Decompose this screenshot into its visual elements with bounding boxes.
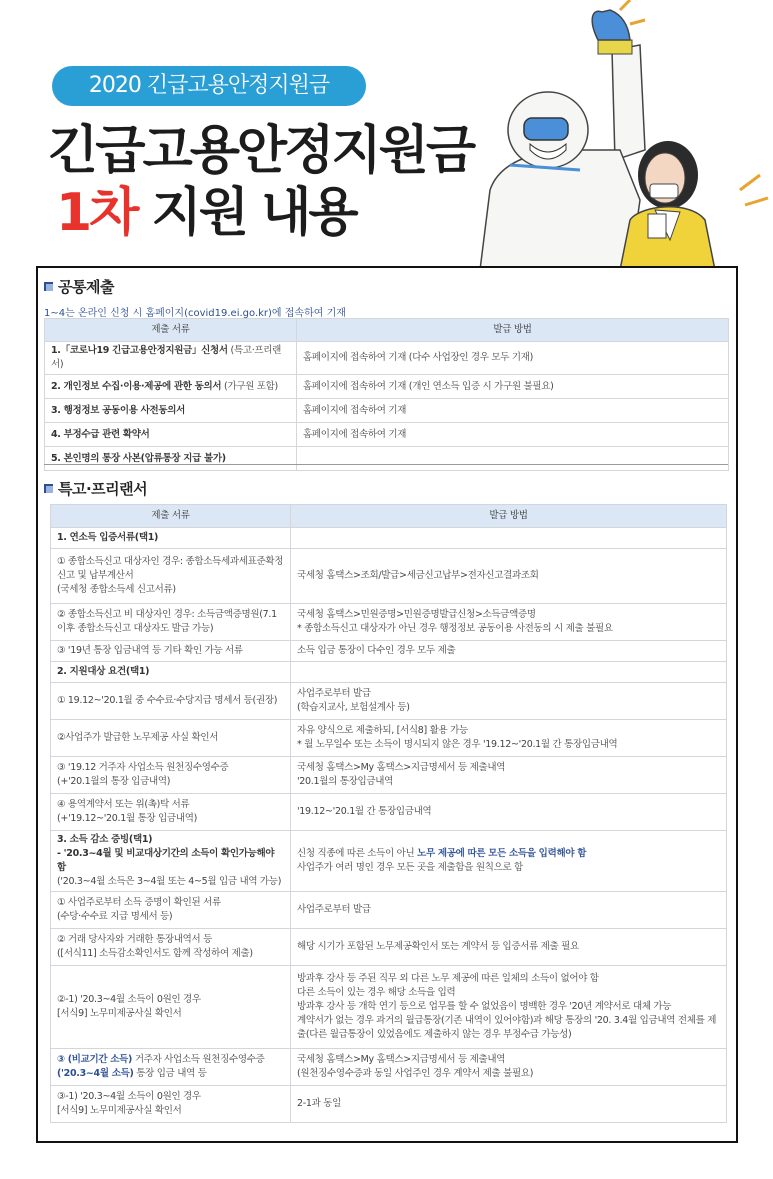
method-cell: 자유 양식으로 제출하되, [서식8] 활용 가능 * 월 노무일수 또는 소득이 명시되지 않은 경우 '19.12~'20.1월 간 통장입금내역	[291, 720, 727, 757]
method-cell: 해당 시기가 포함된 노무제공확인서 또는 계약서 등 입증서류 제출 필요	[291, 929, 727, 966]
doc-cell: ③ '19.12 거주자 사업소득 원천징수영수증 (+'20.1월의 통장 입금내역)	[51, 757, 291, 794]
page-header	[0, 0, 773, 270]
doc-cell: ① 종합소득신고 대상자인 경우: 종합소득세과세표준확정신고 및 납부계산서 (국세청 종합소득세 신고서류)	[51, 549, 291, 604]
table-row	[51, 757, 727, 794]
method-cell: 국세청 홈택스>My 홈택스>지급명세서 등 제출내역 '20.1월의 통장입금내역	[291, 757, 727, 794]
table-row	[45, 342, 729, 375]
column-header: 제출 서류	[45, 319, 297, 342]
doc-cell: ③-1) '20.3~4월 소득이 0원인 경우 [서식9] 노무미제공사실 확인서	[51, 1086, 291, 1123]
section-label: 2. 지원대상 요건(택1)	[51, 662, 291, 683]
method-emphasis: 노무 제공에 따른 모든 소득을 입력해야 함	[417, 848, 587, 859]
common-table	[44, 318, 729, 471]
table-row	[51, 831, 727, 892]
table-row	[45, 399, 729, 423]
common-title-text: 공통제출	[58, 278, 114, 296]
doc-name: 5. 본인명의 통장 사본(압류통장 지급 불가)	[51, 452, 226, 464]
section-label: 3. 소득 감소 증빙(택1)	[57, 834, 153, 845]
freelancer-title-text: 특고·프리랜서	[58, 480, 148, 498]
method-cell: 사업주로부터 발급	[291, 892, 727, 929]
section-label: 1. 연소득 입증서류(택1)	[51, 528, 291, 549]
table-row	[45, 447, 729, 471]
common-note: 1~4는 온라인 신청 시 홈페이지(covid19.ei.go.kr)에 접속하여 기재	[44, 308, 346, 319]
table-row	[51, 720, 727, 757]
table-row	[51, 528, 727, 549]
table-header-row	[45, 319, 729, 342]
doc-name: 4. 부정수급 관련 확약서	[51, 428, 150, 440]
method-cell: 홈페이지에 접속하여 기재	[297, 399, 729, 423]
method-cell: 국세청 홈택스>My 홈택스>지급명세서 등 제출내역 (원천징수영수증과 동일 사업주인 경우 계약서 제출 불필요)	[291, 1049, 727, 1086]
method-cell: 국세청 홈택스>조회/발급>세금신고납부>전자신고결과조회	[291, 549, 727, 604]
method-cell: 소득 입금 통장이 다수인 경우 모두 제출	[291, 641, 727, 662]
doc-cell: ③ '19년 통장 입금내역 등 기타 확인 가능 서류	[51, 641, 291, 662]
year-pill: 2020 긴급고용안정지원금	[52, 66, 366, 106]
method-cell: 국세청 홈택스>민원증명>민원증명발급신청>소득금액증명 * 종합소득신고 대상자가 아닌 경우 행정정보 공동이용 사전동의 시 제출 불필요	[291, 604, 727, 641]
doc-text: 통장 입금 내역 등	[133, 1068, 207, 1079]
column-header: 발급 방법	[297, 319, 729, 342]
table-row	[51, 794, 727, 831]
table-row	[51, 683, 727, 720]
method-text: 신청 직종에 따른 소득이 아닌	[297, 848, 418, 859]
column-header: 제출 서류	[51, 505, 291, 528]
section-divider	[44, 464, 728, 465]
table-row	[45, 375, 729, 399]
doc-note: (특고·프리랜서)	[51, 345, 282, 370]
page-title: 긴급고용안정지원금	[48, 121, 474, 181]
table-row	[51, 892, 727, 929]
doc-cell: ②-1) '20.3~4월 소득이 0원인 경우 [서식9] 노무미제공사실 확인서	[51, 966, 291, 1049]
table-row	[51, 966, 727, 1049]
square-bullet-icon	[44, 484, 53, 493]
table-row	[51, 549, 727, 604]
section-note: ('20.3~4월 소득은 3~4월 또는 4~5월 입금 내역 가능)	[57, 876, 282, 887]
subtitle-rest: 지원 내용	[136, 183, 356, 243]
doc-text: 거주자 사업소득 원천징수영수증	[132, 1054, 265, 1065]
method-cell: '19.12~'20.1월 간 통장입금내역	[291, 794, 727, 831]
method-cell: 2-1과 동일	[291, 1086, 727, 1123]
doc-name: 2. 개인정보 수집·이용·제공에 관한 동의서	[51, 380, 222, 392]
table-row	[51, 604, 727, 641]
table-row	[51, 641, 727, 662]
freelancer-section-title	[44, 478, 147, 499]
method-cell: 홈페이지에 접속하여 기재 (다수 사업장인 경우 모두 기재)	[297, 342, 729, 375]
method-text: 사업주가 여러 명인 경우 모든 곳을 제출함을 원칙으로 함	[297, 862, 523, 873]
column-header: 발급 방법	[291, 505, 727, 528]
doc-cell: ① 19.12~'20.1월 중 수수료·수당지급 명세서 등(권장)	[51, 683, 291, 720]
doc-cell: ④ 용역계약서 또는 위(촉)탁 서류 (+'19.12~'20.1월 통장 입금내역)	[51, 794, 291, 831]
method-cell	[297, 447, 729, 471]
table-row	[45, 423, 729, 447]
doc-name: 3. 행정정보 공동이용 사전동의서	[51, 404, 186, 416]
table-row	[51, 1086, 727, 1123]
common-section-title	[44, 276, 114, 297]
method-cell: 방과후 강사 등 주된 직무 외 다른 노무 제공에 따른 일체의 소득이 없어야 함 다른 소득이 있는 경우 해당 소득을 입력 방과후 강사 등 개학 연기 등으로 업무를 할 수 없었음이 명백한 경우 '20년 계약서로 대체 가능 계약서가 없는 경우 과거의 월급통장(기존 내역이 있어야함)과 해당 통장의 '20. 3.4월 입금내역 전체를 제출(다른 월급통장이 있었음에도 제출하지 않는 경우 부정수급 가능성)	[291, 966, 727, 1049]
doc-emphasis: ('20.3~4월 소득)	[57, 1068, 134, 1079]
table-header-row	[51, 505, 727, 528]
doc-cell: ②사업주가 발급한 노무제공 사실 확인서	[51, 720, 291, 757]
table-row	[51, 929, 727, 966]
method-cell: 홈페이지에 접속하여 기재	[297, 423, 729, 447]
doc-emphasis: ③ (비교기간 소득)	[57, 1054, 133, 1065]
freelancer-table	[50, 504, 727, 1123]
table-row	[51, 662, 727, 683]
section-sub: - '20.3~4월 및 비교대상기간의 소득이 확인가능해야 함	[57, 848, 275, 873]
doc-cell: ② 거래 당사자와 거래한 통장내역서 등 ([서식11] 소득감소확인서도 함께 작성하여 제출)	[51, 929, 291, 966]
doc-cell: ② 종합소득신고 비 대상자인 경우: 소득금액증명원(7.1 이후 종합소득신고 대상자도 발급 가능)	[51, 604, 291, 641]
illustration-icon	[470, 0, 773, 270]
page-subtitle	[56, 170, 356, 245]
doc-note: (가구원 포함)	[221, 380, 278, 392]
content-frame	[36, 266, 738, 1143]
round-highlight: 1차	[56, 183, 137, 243]
table-row	[51, 1049, 727, 1086]
method-cell: 사업주로부터 발급 (학습지교사, 보험설계사 등)	[291, 683, 727, 720]
doc-name: 1.「코로나19 긴급고용안정지원금」신청서	[51, 345, 228, 356]
method-cell: 홈페이지에 접속하여 기재 (개인 연소득 입증 시 가구원 불필요)	[297, 375, 729, 399]
doc-cell: ① 사업주로부터 소득 증명이 확인된 서류 (수당·수수료 지급 명세서 등)	[51, 892, 291, 929]
square-bullet-icon	[44, 282, 53, 291]
